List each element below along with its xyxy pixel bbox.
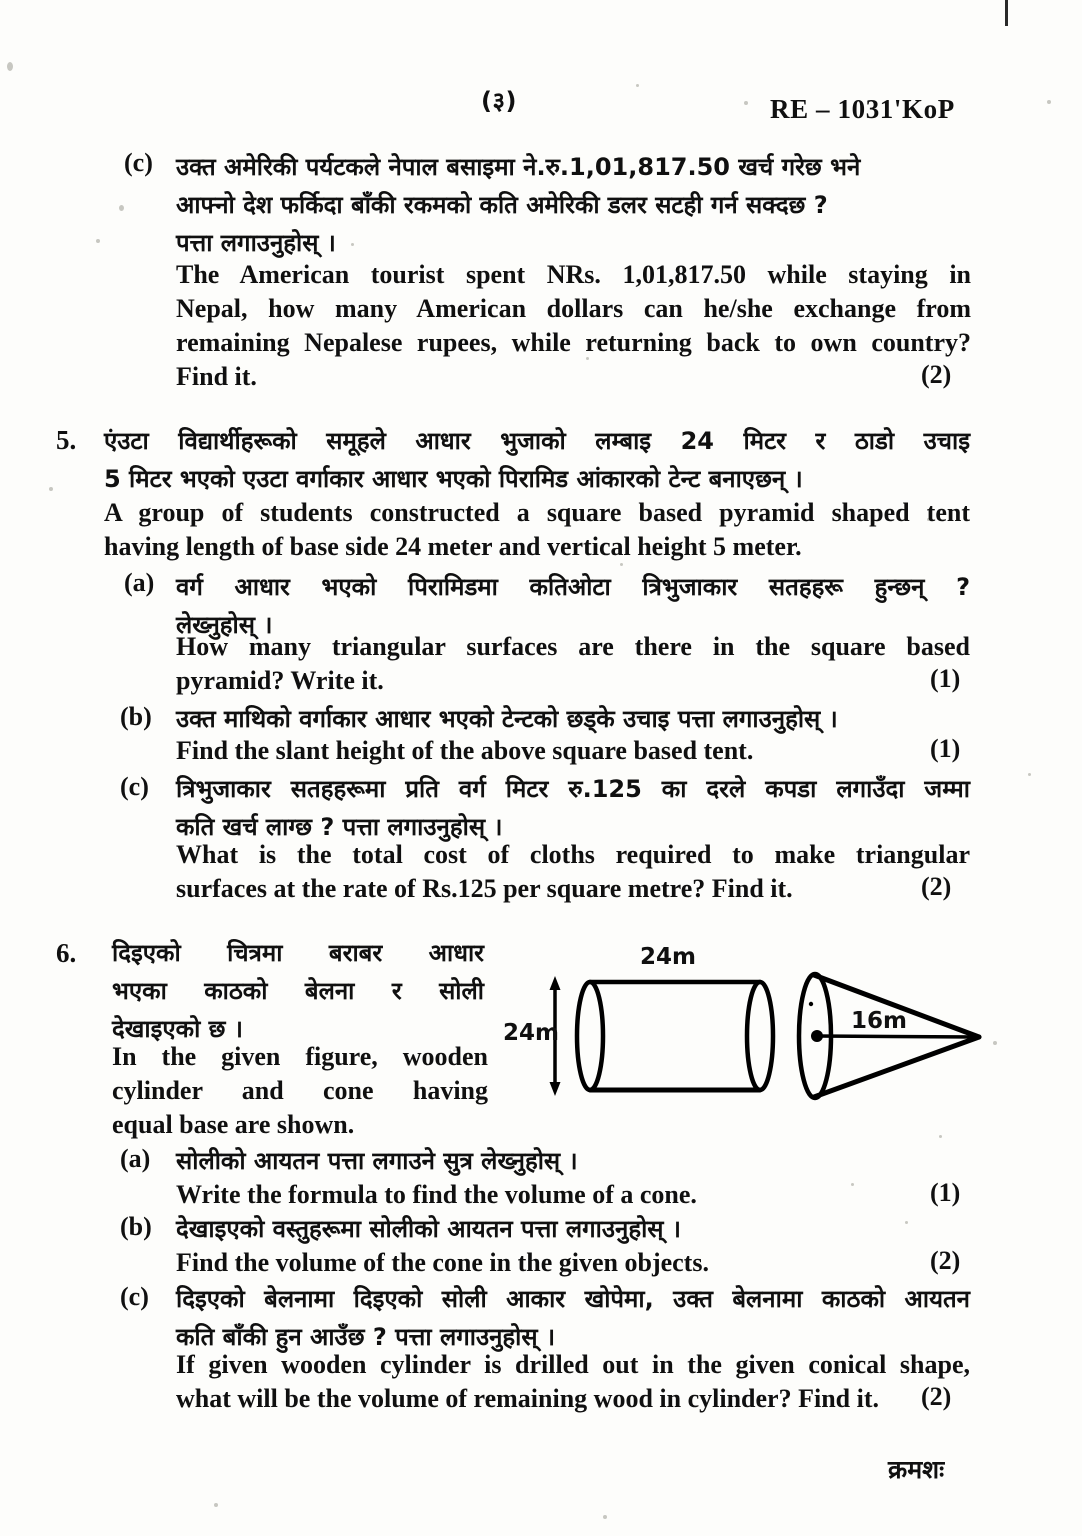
part-5b-english-line-1: Find the slant height of the above square based tent. (176, 736, 754, 765)
part-label-5b: (b) (120, 702, 152, 731)
cylinder-cone-figure (503, 942, 1015, 1122)
continued-note: क्रमशः (888, 1455, 945, 1484)
question-6-english-line-1: In the given figure, wooden (112, 1042, 488, 1071)
part-label-6b: (b) (120, 1212, 152, 1241)
part-5c-nepali-line-1: त्रिभुजाकार सतहहरूमा प्रति वर्ग मिटर रु.125 का दरले कपडा लगाउँदा जम्मा (176, 775, 970, 803)
scan-speck (214, 1503, 218, 1507)
marks-5c: (2) (921, 872, 952, 901)
scan-speck (939, 1135, 942, 1138)
part-6a-nepali-line-1: सोलीको आयतन पत्ता लगाउने सुत्र लेख्नुहोस् । (176, 1147, 578, 1175)
part-4c-nepali-line-2: आफ्नो देश फर्किदा बाँकी रकमको कति अमेरिकी डलर सटही गर्न सक्दछ ? (176, 191, 828, 219)
part-label-5a: (a) (124, 568, 155, 597)
part-5a-english-line-2: pyramid? Write it. (176, 666, 384, 695)
cylinder-diameter-label: 24m (503, 1020, 559, 1046)
part-6c-english-line-2: what will be the volume of remaining wood in cylinder? Find it. (176, 1384, 879, 1413)
question-6-nepali-line-2: भएका काठको बेलना र सोली (112, 977, 484, 1005)
part-4c-nepali-line-3: पत्ता लगाउनुहोस् । (176, 229, 336, 257)
part-label-4c: (c) (124, 148, 153, 177)
paper-code: RE – 1031'KoP (770, 94, 955, 124)
marks-5b: (1) (930, 734, 961, 763)
scan-speck (1028, 773, 1031, 776)
question-6-nepali-line-3: देखाइएको छ । (112, 1015, 243, 1043)
part-5c-english-line-1: What is the total cost of cloths required to make triangular (176, 840, 970, 869)
part-5a-english-line-1: How many triangular surfaces are there in the square based (176, 632, 970, 661)
question-6-english-line-3: equal base are shown. (112, 1110, 355, 1139)
question-6-english-line-2: cylinder and cone having (112, 1076, 488, 1105)
scan-speck (119, 205, 124, 211)
cone-height-label: 16m (851, 1008, 907, 1034)
question-number-5: 5. (56, 425, 77, 455)
scan-edge-mark (1005, 0, 1008, 26)
scan-speck (603, 1515, 607, 1519)
part-label-5c: (c) (120, 772, 149, 801)
marks-6b: (2) (930, 1246, 961, 1275)
part-6c-nepali-line-2: कति बाँकी हुन आउँछ ? पत्ता लगाउनुहोस् । (176, 1323, 556, 1351)
part-4c-english-line-2: Nepal, how many American dollars can he/she exchange from (176, 294, 971, 323)
part-5a-nepali-line-2: लेख्नुहोस् । (176, 611, 273, 639)
part-6c-english-line-1: If given wooden cylinder is drilled out in the given conical shape, (176, 1350, 970, 1379)
part-5c-nepali-line-2: कति खर्च लाग्छ ? पत्ता लगाउनुहोस् । (176, 813, 503, 841)
part-4c-english-line-3: remaining Nepalese rupees, while returning back to own country? (176, 328, 971, 357)
marks-6a: (1) (930, 1178, 961, 1207)
question-5-english-line-2: having length of base side 24 meter and vertical height 5 meter. (104, 532, 802, 561)
question-5-nepali-line-1: एंउटा विद्यार्थीहरूको समूहले आधार भुजाको लम्बाइ 24 मिटर र ठाडो उचाइ (104, 427, 970, 455)
scan-speck (7, 62, 13, 71)
part-5c-english-line-2: surfaces at the rate of Rs.125 per square metre? Find it. (176, 874, 793, 903)
scan-speck (49, 487, 53, 491)
marks-6c: (2) (921, 1382, 952, 1411)
question-5-nepali-line-2: 5 मिटर भएको एउटा वर्गाकार आधार भएको पिरामिड आंकारको टेन्ट बनाएछन् । (104, 465, 803, 493)
part-6b-nepali-line-1: देखाइएको वस्तुहरूमा सोलीको आयतन पत्ता लगाउनुहोस् । (176, 1215, 681, 1243)
part-4c-nepali-line-1: उक्त अमेरिकी पर्यटकले नेपाल बसाइमा ने.रु.1,01,817.50 खर्च गरेछ भने (176, 153, 861, 181)
part-label-6a: (a) (120, 1144, 151, 1173)
page-header (0, 84, 1082, 136)
part-6c-nepali-line-1: दिइएको बेलनामा दिइएको सोली आकार खोपेमा, उक्त बेलनामा काठको आयतन (176, 1285, 970, 1313)
marks-5a: (1) (930, 664, 961, 693)
scan-speck (96, 239, 100, 243)
part-5b-nepali-line-1: उक्त माथिको वर्गाकार आधार भएको टेन्टको छड्के उचाइ पत्ता लगाउनुहोस् । (176, 705, 838, 733)
part-6a-english-line-1: Write the formula to find the volume of a cone. (176, 1180, 697, 1209)
marks-4c: (2) (921, 360, 952, 389)
question-number-6: 6. (56, 938, 77, 968)
question-5-english-line-1: A group of students constructed a square based pyramid shaped tent (104, 498, 970, 527)
cylinder-length-label: 24m (640, 944, 696, 970)
question-6-nepali-line-1: दिइएको चित्रमा बराबर आधार (112, 939, 484, 967)
part-label-6c: (c) (120, 1282, 149, 1311)
part-4c-english-line-1: The American tourist spent NRs. 1,01,817.50 while staying in (176, 260, 971, 289)
part-5a-nepali-line-1: वर्ग आधार भएको पिरामिडमा कतिओटा त्रिभुजाकार सतहहरू हुन्छन् ? (176, 573, 970, 601)
page-number: (३) (481, 87, 517, 115)
part-6b-english-line-1: Find the volume of the cone in the given objects. (176, 1248, 709, 1277)
part-4c-english-line-4: Find it. (176, 362, 257, 391)
